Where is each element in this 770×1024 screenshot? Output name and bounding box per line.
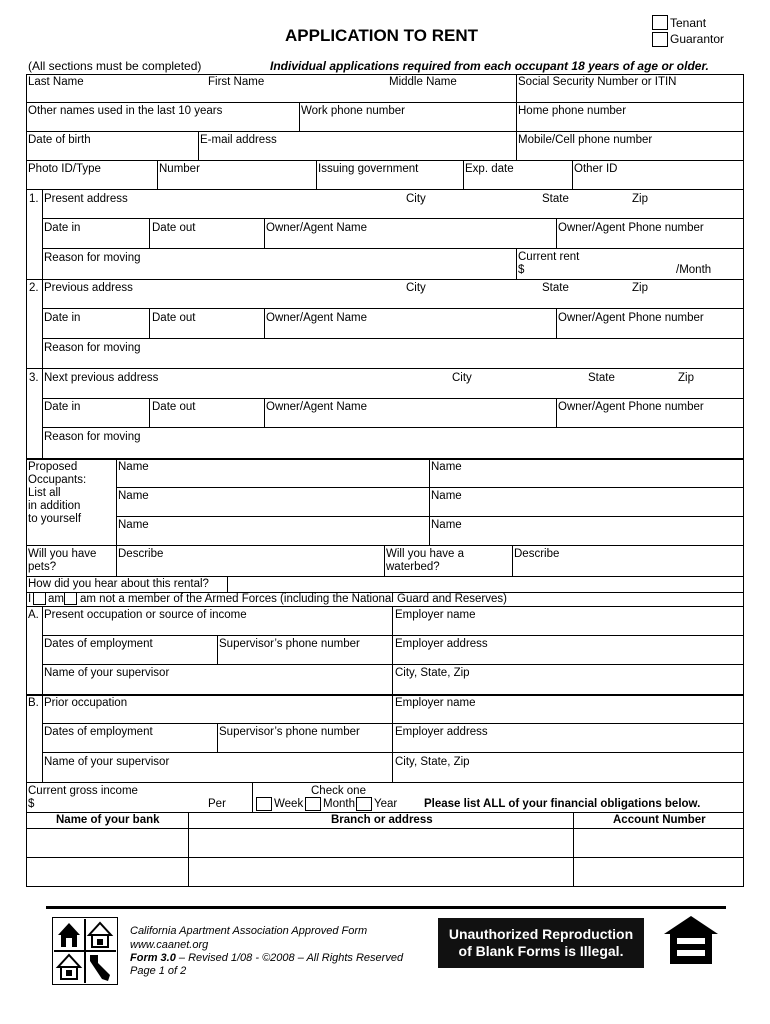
owner-agent-label: Owner/Agent Name: [266, 312, 367, 324]
zip-label: Zip: [632, 282, 648, 294]
divider: [149, 218, 150, 248]
rule: [42, 248, 744, 249]
rule: [42, 398, 744, 399]
divider: [429, 458, 430, 545]
divider: [217, 635, 218, 664]
military-am-label: am: [48, 593, 64, 605]
rule: [42, 427, 744, 428]
week-label: Week: [274, 798, 304, 810]
form-right-border: [743, 74, 744, 887]
rent-dollar: $: [518, 264, 525, 276]
dob-label: Date of birth: [28, 134, 91, 146]
rental-source-label: How did you hear about this rental?: [28, 578, 209, 590]
divider: [316, 160, 317, 189]
bank-name-input[interactable]: [29, 835, 185, 853]
rule: [26, 828, 744, 829]
waterbed-describe-label: Describe: [514, 548, 560, 560]
occupant-name-label: Name: [118, 490, 149, 502]
owner-agent-label: Owner/Agent Name: [266, 401, 367, 413]
divider: [149, 398, 150, 427]
email-input[interactable]: [200, 147, 513, 159]
zip-label: Zip: [678, 372, 694, 384]
year-label: Year: [374, 798, 398, 810]
divider: [512, 545, 513, 576]
rule: [26, 368, 744, 369]
date-out-label: Date out: [152, 401, 196, 413]
middle-name-label: Middle Name: [389, 76, 457, 88]
previous-address-label: Previous address: [44, 282, 133, 294]
present-address-label: Present address: [44, 193, 128, 205]
employer-name-label: Employer name: [395, 609, 476, 621]
reason-label: Reason for moving: [44, 252, 141, 264]
first-name-label: First Name: [208, 76, 265, 88]
pets-question-line: pets?: [28, 561, 57, 573]
footer-page-number: Page 1 of 2: [130, 965, 187, 977]
mobile-input[interactable]: [518, 147, 740, 159]
rental-source-input[interactable]: [230, 578, 740, 591]
footer-rule: [46, 906, 726, 909]
month-checkbox[interactable]: [305, 797, 321, 811]
rule: [26, 102, 744, 103]
email-label: E-mail address: [200, 134, 277, 146]
bank-name-input[interactable]: [29, 864, 185, 882]
divider: [227, 576, 228, 592]
year-checkbox[interactable]: [356, 797, 372, 811]
rule: [42, 723, 744, 724]
occupant-name-label: Name: [431, 490, 462, 502]
rule: [26, 576, 744, 577]
divider: [573, 812, 574, 886]
divider: [116, 458, 117, 576]
guarantor-checkbox[interactable]: [652, 32, 668, 47]
address-2-number: 2.: [29, 282, 39, 294]
work-phone-input[interactable]: [301, 118, 513, 130]
divider: [198, 131, 199, 160]
home-phone-input[interactable]: [518, 118, 740, 130]
last-name-label: Last Name: [28, 76, 84, 88]
proposed-occupants-line: Proposed: [28, 461, 78, 473]
divider: [264, 398, 265, 427]
divider: [264, 308, 265, 338]
name-input[interactable]: [28, 89, 514, 101]
occupant-name-label: Name: [118, 519, 149, 531]
rule: [26, 812, 744, 813]
rule: [116, 516, 744, 517]
date-out-label: Date out: [152, 222, 196, 234]
zip-label: Zip: [632, 193, 648, 205]
divider: [42, 189, 43, 458]
income-per-label: Per: [208, 798, 226, 810]
week-checkbox[interactable]: [256, 797, 272, 811]
address-1-number: 1.: [29, 193, 39, 205]
divider: [188, 812, 189, 886]
current-rent-label: Current rent: [518, 251, 580, 263]
rule: [26, 279, 744, 280]
dates-employment-label: Dates of employment: [44, 638, 153, 650]
bank-branch-input[interactable]: [191, 864, 569, 882]
bank-branch-input[interactable]: [191, 835, 569, 853]
rule: [116, 487, 744, 488]
bank-branch-header: Branch or address: [331, 814, 433, 826]
owner-phone-label: Owner/Agent Phone number: [558, 222, 704, 234]
owner-phone-label: Owner/Agent Phone number: [558, 312, 704, 324]
guarantor-label: Guarantor: [670, 32, 725, 46]
next-previous-address-label: Next previous address: [44, 372, 159, 384]
account-number-input[interactable]: [576, 864, 740, 882]
page-title: APPLICATION TO RENT: [285, 26, 478, 45]
proposed-occupants-line: Occupants:: [28, 474, 87, 486]
photo-id-label: Photo ID/Type: [28, 163, 101, 175]
divider: [556, 308, 557, 338]
occupant-name-label: Name: [431, 461, 462, 473]
divider: [392, 606, 393, 782]
other-names-label: Other names used in the last 10 years: [28, 105, 223, 117]
equal-housing-logo: [662, 914, 720, 966]
proposed-occupants-line: in addition: [28, 500, 81, 512]
divider: [42, 606, 43, 782]
footer-website: www.caanet.org: [130, 939, 209, 951]
rule: [26, 545, 744, 546]
per-month-label: /Month: [676, 264, 712, 276]
account-number-header: Account Number: [613, 814, 706, 826]
rule: [42, 338, 744, 339]
divider: [556, 398, 557, 427]
rule: [26, 782, 744, 783]
footer-form-number: Form 3.0: [130, 952, 176, 964]
rule: [26, 606, 744, 607]
rule: [42, 635, 744, 636]
employer-address-label: Employer address: [395, 726, 488, 738]
supervisor-phone-label: Supervisor’s phone number: [219, 638, 360, 650]
supervisor-name-label: Name of your supervisor: [44, 756, 170, 768]
rule: [26, 694, 744, 696]
employer-address-label: Employer address: [395, 638, 488, 650]
other-names-input[interactable]: [28, 118, 296, 130]
date-in-label: Date in: [44, 222, 81, 234]
city-label: City: [406, 282, 426, 294]
rule: [42, 664, 744, 665]
divider: [299, 102, 300, 131]
divider: [463, 160, 464, 189]
date-out-label: Date out: [152, 312, 196, 324]
form-left-border: [26, 74, 27, 887]
divider: [572, 160, 573, 189]
employment-b-letter: B.: [28, 697, 39, 709]
occupant-name-label: Name: [118, 461, 149, 473]
employer-name-label: Employer name: [395, 697, 476, 709]
divider: [264, 218, 265, 248]
city-label: City: [452, 372, 472, 384]
tenant-label: Tenant: [670, 16, 707, 30]
divider: [516, 248, 517, 279]
tenant-checkbox[interactable]: [652, 15, 668, 30]
occupant-name-label: Name: [431, 519, 462, 531]
rule: [26, 74, 744, 75]
military-am-not-label: am not a member of the Armed Forces (including the National Guard and Reserves): [80, 593, 507, 605]
issuing-gov-label: Issuing government: [318, 163, 419, 175]
city-state-zip-label: City, State, Zip: [395, 756, 470, 768]
waterbed-question-line: waterbed?: [386, 561, 440, 573]
present-address-input[interactable]: [44, 205, 740, 217]
divider: [516, 74, 517, 160]
rule: [26, 160, 744, 161]
mobile-label: Mobile/Cell phone number: [518, 134, 653, 146]
city-state-zip-label: City, State, Zip: [395, 667, 470, 679]
present-occupation-label: Present occupation or source of income: [44, 609, 247, 621]
waterbed-question-line: Will you have a: [386, 548, 464, 560]
footer-approved-line: California Apartment Association Approved Form: [130, 925, 368, 937]
rule: [26, 458, 744, 460]
divider: [149, 308, 150, 338]
gross-income-label: Current gross income: [28, 785, 138, 797]
exp-date-label: Exp. date: [465, 163, 514, 175]
date-in-label: Date in: [44, 401, 81, 413]
ssn-label: Social Security Number or ITIN: [518, 76, 677, 88]
check-one-label: Check one: [311, 785, 366, 797]
military-am-checkbox[interactable]: [33, 592, 46, 605]
home-phone-label: Home phone number: [518, 105, 627, 117]
unauthorized-warning-banner: [438, 918, 644, 968]
pets-question-line: Will you have: [28, 548, 97, 560]
divider: [252, 782, 253, 812]
previous-address-input[interactable]: [44, 295, 740, 307]
city-label: City: [406, 193, 426, 205]
dates-employment-label: Dates of employment: [44, 726, 153, 738]
financial-obligations-note: Please list ALL of your financial obligations below.: [424, 798, 701, 810]
next-previous-address-input[interactable]: [44, 385, 740, 397]
work-phone-label: Work phone number: [301, 105, 405, 117]
reason-label: Reason for moving: [44, 431, 141, 443]
rule: [42, 308, 744, 309]
pets-describe-label: Describe: [118, 548, 164, 560]
divider: [556, 218, 557, 248]
owner-agent-label: Owner/Agent Name: [266, 222, 367, 234]
address-3-number: 3.: [29, 372, 39, 384]
rule: [26, 886, 744, 887]
military-i: I: [28, 593, 32, 605]
reason-label: Reason for moving: [44, 342, 141, 354]
individual-note: Individual applications required from each occupant 18 years of age or older.: [270, 59, 709, 73]
divider: [217, 723, 218, 752]
supervisor-phone-label: Supervisor’s phone number: [219, 726, 360, 738]
divider: [384, 545, 385, 576]
date-in-label: Date in: [44, 312, 81, 324]
caa-logo-icon: [52, 917, 118, 985]
ssn-input[interactable]: [518, 89, 740, 101]
rule: [42, 752, 744, 753]
id-number-label: Number: [159, 163, 200, 175]
bank-name-header: Name of your bank: [56, 814, 160, 826]
state-label: State: [542, 193, 569, 205]
divider: [157, 160, 158, 189]
income-dollar: $: [28, 798, 35, 810]
all-sections-note: (All sections must be completed): [28, 59, 202, 73]
owner-phone-label: Owner/Agent Phone number: [558, 401, 704, 413]
prior-occupation-label: Prior occupation: [44, 697, 128, 709]
warning-line-2: of Blank Forms is Illegal.: [458, 943, 624, 959]
month-label: Month: [323, 798, 355, 810]
rule: [26, 189, 744, 190]
proposed-occupants-line: List all: [28, 487, 61, 499]
rule: [42, 218, 744, 219]
rule: [26, 131, 744, 132]
account-number-input[interactable]: [576, 835, 740, 853]
state-label: State: [542, 282, 569, 294]
warning-line-1: Unauthorized Reproduction: [448, 926, 634, 942]
proposed-occupants-line: to yourself: [28, 513, 82, 525]
state-label: State: [588, 372, 615, 384]
footer-revision: – Revised 1/08 - ©2008 – All Rights Reserved: [175, 952, 404, 964]
rule: [26, 857, 744, 858]
equal-housing-icon: [662, 914, 720, 966]
military-am-not-checkbox[interactable]: [64, 592, 77, 605]
supervisor-name-label: Name of your supervisor: [44, 667, 170, 679]
other-id-label: Other ID: [574, 163, 618, 175]
dob-input[interactable]: [28, 147, 196, 159]
employment-a-letter: A.: [28, 609, 39, 621]
caa-logo: [52, 917, 118, 985]
